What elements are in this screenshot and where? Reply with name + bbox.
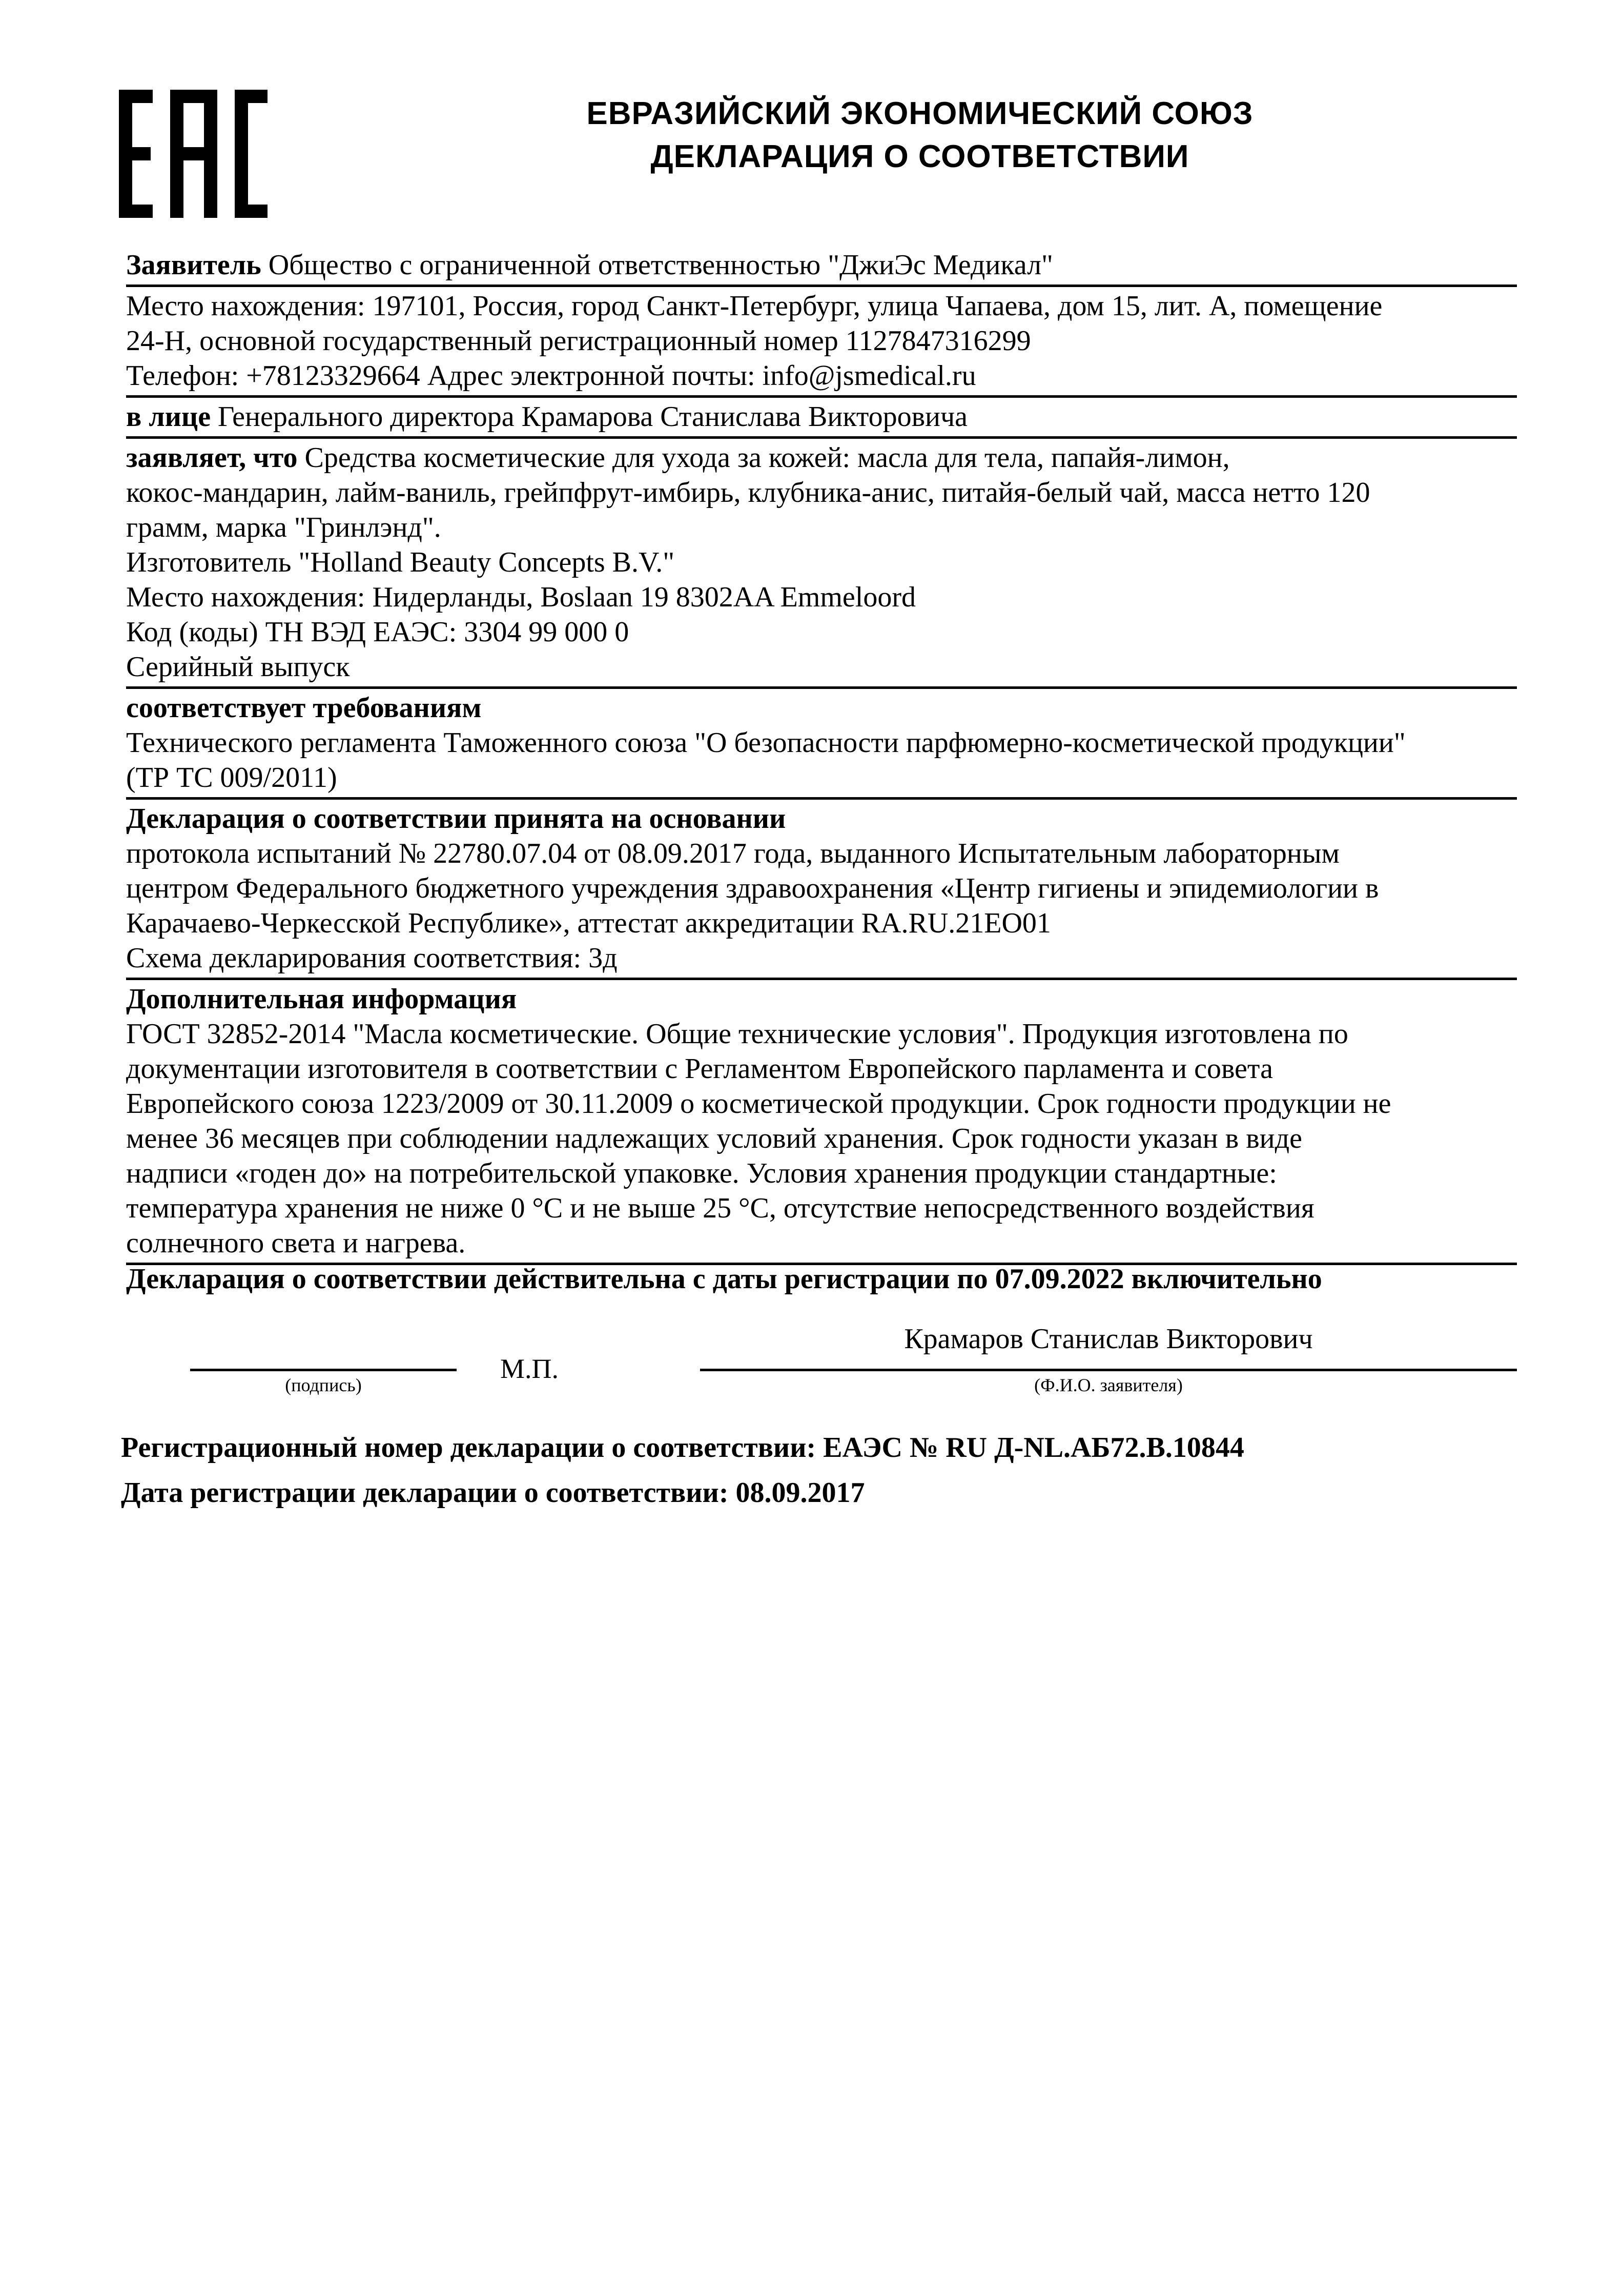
basis-line-2: центром Федерального бюджетного учреждения здравоохранения «Центр гигиены и эпидемиологии в [126, 872, 1379, 904]
requirements-line-2: (ТР ТС 009/2011) [126, 762, 337, 794]
name-caption: (Ф.И.О. заявителя) [1034, 1375, 1183, 1395]
eac-logo-e-top [119, 90, 153, 103]
applicant-value: Общество с ограниченной ответственностью "ДжиЭс Медикал" [261, 249, 1053, 281]
stamp-place-label: М.П. [500, 1353, 559, 1384]
basis-line-3: Карачаево-Черкесской Республике», аттестат аккредитации RA.RU.21EO01 [126, 907, 1051, 939]
validity-statement: Декларация о соответствии действительна с даты регистрации по 07.09.2022 включительно [126, 1263, 1322, 1295]
additional-line: надписи «годен до» на потребительской упаковке. Условия хранения продукции стандартные: [126, 1157, 1277, 1189]
manufacturer-line: Изготовитель "Holland Beauty Concepts B.V." [126, 546, 675, 578]
serial-line: Серийный выпуск [126, 651, 350, 683]
eac-logo-c-vertical [235, 90, 248, 218]
declares-line-1: Средства косметические для ухода за кожей: масла для тела, папайя-лимон, [297, 442, 1230, 474]
signature-block [126, 1323, 1517, 1410]
requirements-line-1: Технического регламента Таможенного союза "О безопасности парфюмерно-косметической продукции" [126, 727, 1406, 759]
declares-line-2: кокос-мандарин, лайм-ваниль, грейпфрут-имбирь, клубника-анис, питайя-белый чай, масса нетто 120 [126, 477, 1370, 509]
header-union-title: ЕВРАЗИЙСКИЙ ЭКОНОМИЧЕСКИЙ СОЮЗ [586, 96, 1254, 131]
applicant-name: Крамаров Станислав Викторович [904, 1323, 1313, 1355]
eac-logo-e-bottom [119, 205, 153, 218]
eac-logo-a-bar [170, 147, 217, 160]
additional-row [126, 980, 1517, 1265]
name-line [700, 1369, 1517, 1371]
basis-line-1: протокола испытаний № 22780.07.04 от 08.09.2017 года, выданного Испытательным лабораторным [126, 838, 1340, 869]
registration-block [121, 1425, 1517, 1515]
declaration-body [126, 246, 1517, 1265]
basis-label: Декларация о соответствии принята на основании [126, 803, 786, 835]
additional-line: температура хранения не ниже 0 °С и не выше 25 °С, отсутствие непосредственного воздействия [126, 1192, 1314, 1224]
represented-value: Генерального директора Крамарова Станислава Викторовича [211, 401, 968, 433]
registration-number: Регистрационный номер декларации о соответствии: ЕАЭС № RU Д-NL.АБ72.В.10844 [121, 1432, 1244, 1464]
eac-logo [119, 90, 268, 218]
document-header [451, 92, 1389, 178]
additional-line: менее 36 месяцев при соблюдении надлежащих условий хранения. Срок годности указан в виде [126, 1123, 1302, 1154]
location-line-2: 24-Н, основной государственный регистрационный номер 1127847316299 [126, 325, 1031, 357]
eac-logo-c-top [235, 90, 268, 103]
signature-line [190, 1369, 457, 1371]
tn-ved-code-line: Код (коды) ТН ВЭД ЕАЭС: 3304 99 000 0 [126, 616, 629, 648]
additional-line: солнечного света и нагрева. [126, 1227, 466, 1259]
basis-row [126, 800, 1517, 980]
additional-line: Европейского союза 1223/2009 от 30.11.2009 о косметической продукции. Срок годности продукции не [126, 1088, 1391, 1120]
represented-label: в лице [126, 401, 211, 433]
declares-label: заявляет, что [126, 442, 298, 474]
represented-row [126, 398, 1517, 439]
applicant-row [126, 246, 1517, 287]
registration-date: Дата регистрации декларации о соответствии: 08.09.2017 [121, 1477, 865, 1509]
eac-logo-a-top [170, 90, 217, 103]
manufacturer-location-line: Место нахождения: Нидерланды, Boslaan 19 8302AA Emmeloord [126, 581, 916, 613]
requirements-row [126, 689, 1517, 800]
header-declaration-title: ДЕКЛАРАЦИЯ О СООТВЕТСТВИИ [650, 139, 1189, 174]
requirements-label: соответствует требованиям [126, 692, 482, 724]
additional-line: ГОСТ 32852-2014 "Масла косметические. Общие технические условия". Продукция изготовлена по [126, 1018, 1348, 1050]
eac-logo-e-middle [119, 147, 151, 160]
eac-logo-c-bottom [235, 205, 268, 218]
location-line-1: Место нахождения: 197101, Россия, город Санкт-Петербург, улица Чапаева, дом 15, лит. А, помещение [126, 290, 1383, 322]
declares-row [126, 439, 1517, 689]
declares-line-3: грамм, марка "Гринлэнд". [126, 512, 441, 543]
contact-line: Телефон: +78123329664 Адрес электронной почты: info@jsmedical.ru [126, 360, 976, 392]
additional-label: Дополнительная информация [126, 983, 517, 1015]
applicant-label: Заявитель [126, 249, 261, 281]
additional-line: документации изготовителя в соответствии с Регламентом Европейского парламента и совета [126, 1053, 1273, 1085]
signature-caption: (подпись) [285, 1375, 362, 1395]
scheme-line: Схема декларирования соответствия: 3д [126, 942, 618, 974]
location-row [126, 287, 1517, 398]
